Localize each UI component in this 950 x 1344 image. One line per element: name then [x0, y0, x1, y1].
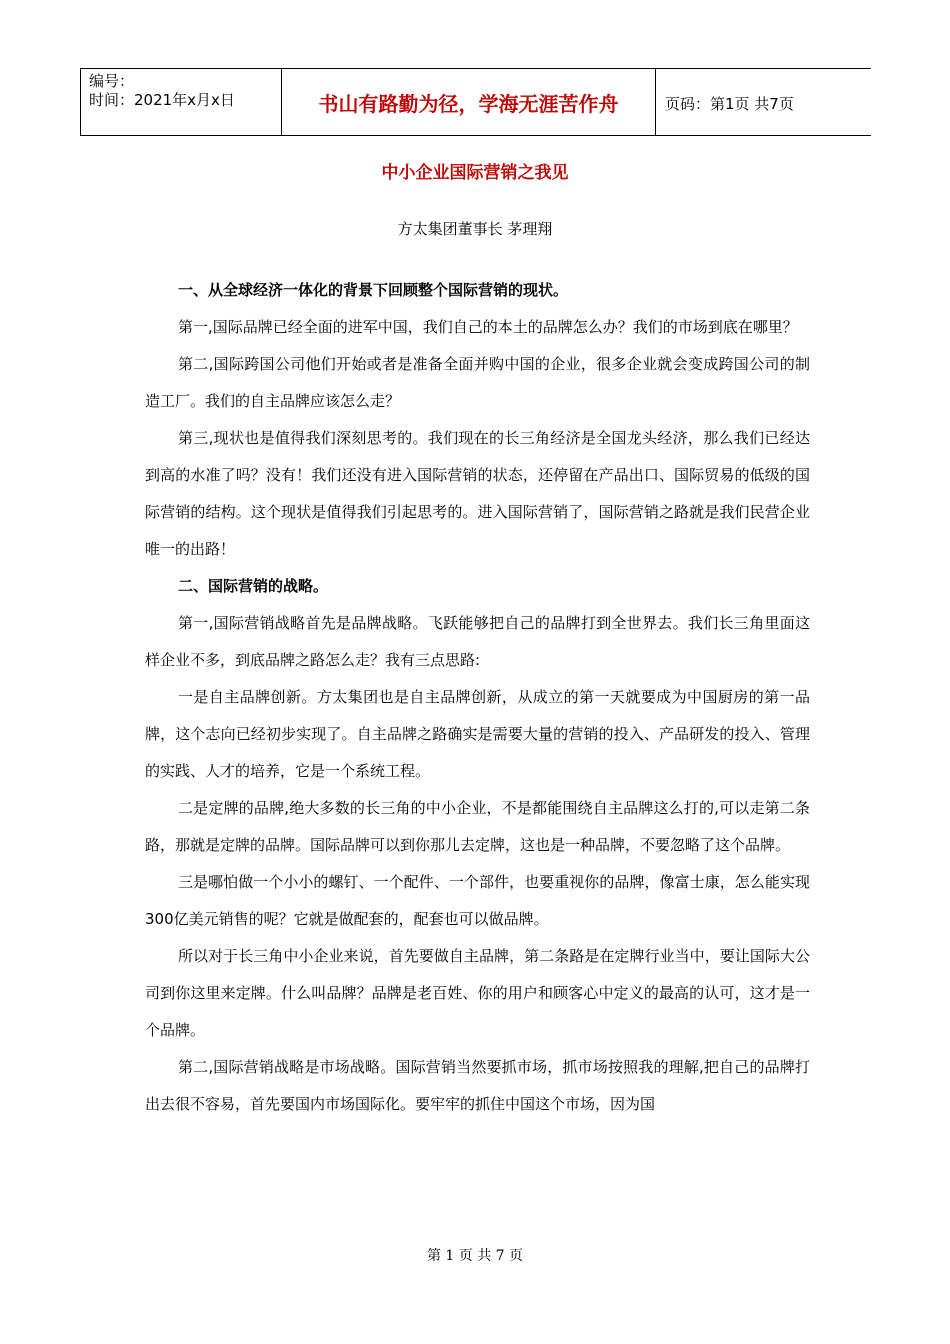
- body-paragraph: 第一,国际品牌已经全面的进军中国，我们自己的本土的品牌怎么办？我们的市场到底在哪里？: [178, 318, 798, 336]
- body-paragraph: 第二,国际营销战略是市场战略。国际营销当然要抓市场，抓市场按照我的理解,把自己的品牌打出去很不容易，首先要国内市场国际化。要牢牢的抓住中国这个市场，因为国: [145, 1058, 810, 1113]
- body-paragraph: 二是定牌的品牌,绝大多数的长三角的中小企业，不是都能围绕自主品牌这么打的,可以走第二条路，那就是定牌的品牌。国际品牌可以到你那儿去定牌，这也是一种品牌，不要忽略了这个品牌。: [145, 799, 810, 854]
- document-author: 方太集团董事长 茅理翔: [397, 220, 553, 238]
- header-divider-left: [80, 69, 81, 136]
- body-paragraph: 三是哪怕做一个小小的螺钉、一个配件、一个部件，也要重视你的品牌，像富士康，怎么能实现300亿美元销售的呢？它就是做配套的，配套也可以做品牌。: [145, 873, 810, 928]
- header-number-label: 编号：: [89, 72, 135, 90]
- section-heading: 二、国际营销的战略。: [178, 577, 329, 595]
- header-motto: 书山有路勤为径，学海无涯苦作舟: [318, 92, 619, 116]
- body-paragraph: 一是自主品牌创新。方太集团也是自主品牌创新，从成立的第一天就要成为中国厨房的第一品牌，这个志向已经初步实现了。自主品牌之路确实是需要大量的营销的投入、产品研发的投入、管理的实践、人才的培养，它是一个系统工程。: [145, 688, 810, 780]
- document-title: 中小企业国际营销之我见: [381, 163, 569, 183]
- header-divider-mid2: [655, 69, 656, 136]
- document-body: [145, 272, 810, 1123]
- body-paragraph: 第一,国际营销战略首先是品牌战略。飞跃能够把自己的品牌打到全世界去。我们长三角里面这样企业不多，到底品牌之路怎么走？我有三点思路:: [145, 614, 810, 669]
- body-paragraph: 第二,国际跨国公司他们开始或者是准备全面并购中国的企业，很多企业就会变成跨国公司的制造工厂。我们的自主品牌应该怎么走？: [145, 355, 810, 410]
- section-heading: 一、从全球经济一体化的背景下回顾整个国际营销的现状。: [178, 281, 569, 299]
- header-date-label: 时间：2021年x月x日: [89, 91, 235, 109]
- page-footer: 第 1 页 共 7 页: [426, 1248, 524, 1264]
- header-page-info: 页码：第1页 共7页: [665, 95, 794, 113]
- body-paragraph: 所以对于长三角中小企业来说，首先要做自主品牌，第二条路是在定牌行业当中，要让国际大公司到你这里来定牌。什么叫品牌？品牌是老百姓、你的用户和顾客心中定义的最高的认可，这才是一个品牌。: [145, 947, 810, 1039]
- body-paragraph: 第三,现状也是值得我们深刻思考的。我们现在的长三角经济是全国龙头经济，那么我们已经达到高的水准了吗？没有！我们还没有进入国际营销的状态，还停留在产品出口、国际贸易的低级的国际营销的结构。这个现状是值得我们引起思考的。进入国际营销了，国际营销之路就是我们民营企业唯一的出路！: [145, 429, 810, 558]
